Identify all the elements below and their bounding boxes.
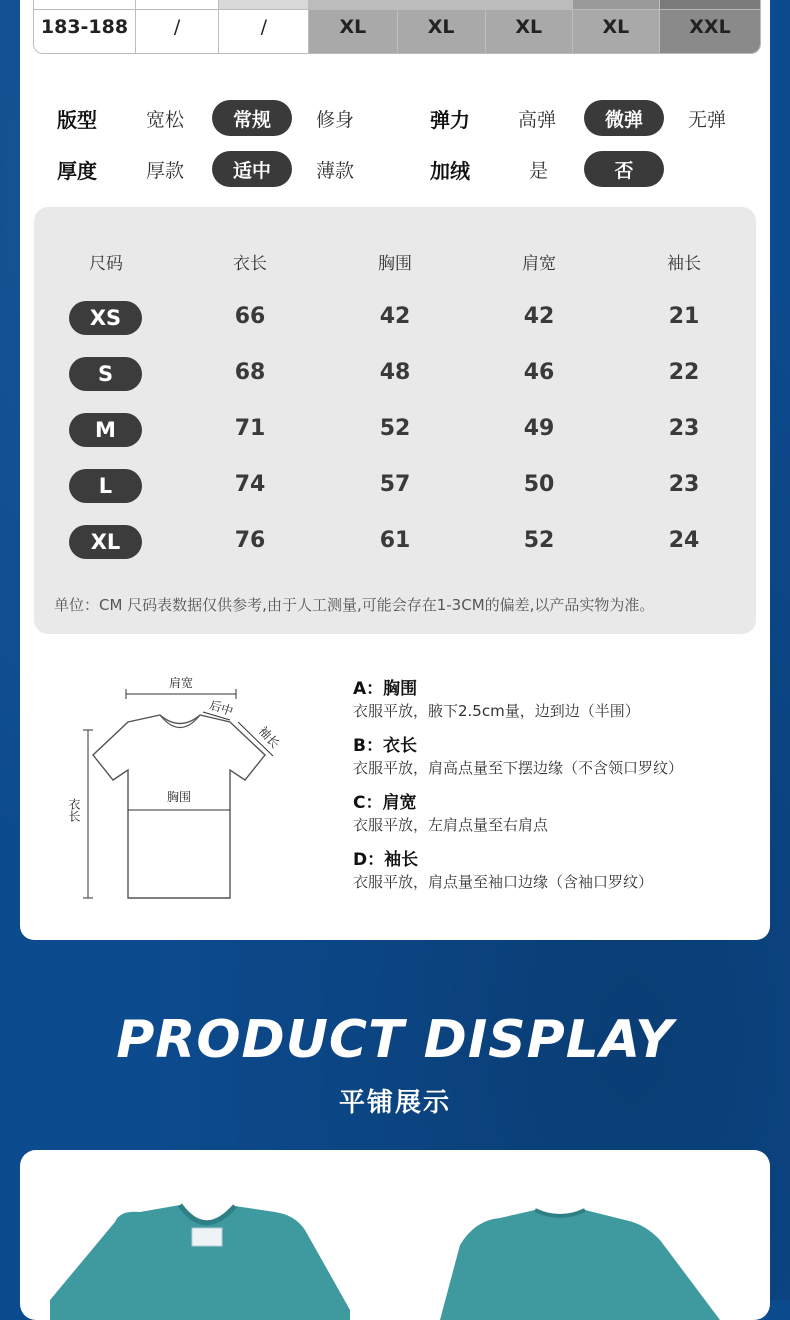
elastic-option-slight-selected: 微弹 [584,100,664,136]
diagram-shoulder-label: 肩宽 [168,676,194,690]
cell-text: / [260,15,267,38]
product-display-subtitle: 平铺展示 [338,1088,451,1118]
table-cell: 52 [379,416,411,441]
product-photo-card [20,1150,770,1320]
table-cell: 48 [379,360,411,385]
header-size: 尺码 [89,254,123,274]
fleece-option-no-selected: 否 [584,151,664,187]
size-badge-xl: XL [69,525,142,559]
thickness-option-thick: 厚款 [146,159,185,182]
thickness-option-medium-selected: 适中 [212,151,292,187]
strip-cell [398,0,486,53]
size-badge-s: S [69,357,142,391]
table-cell: 22 [668,360,700,385]
table-cell: 24 [668,528,700,553]
header-sleeve: 袖长 [667,254,701,274]
legend-sleeve-desc: 衣服平放，肩点量至袖口边缘（含袖口罗纹） [353,873,654,891]
cell-text: / [173,15,181,38]
table-cell: 23 [668,472,700,497]
fit-option-regular-selected: 常规 [212,100,292,136]
tshirt-photos [20,1150,770,1320]
thickness-label: 厚度 [57,158,97,183]
table-cell: 74 [234,472,266,497]
table-cell: 49 [523,416,555,441]
diagram-sleeve-label: 袖长 [255,723,283,751]
table-cell: 50 [523,472,555,497]
diagram-length-label: 衣长 [67,798,81,822]
size-table-note: 单位：CM 尺码表数据仅供参考,由于人工测量,可能会存在1-3CM的偏差,以产品实物为准。 [54,596,655,614]
cell-text: XL [427,15,455,38]
table-cell: 42 [379,304,411,329]
thickness-option-thin: 薄款 [316,159,355,182]
table-cell: 23 [668,416,700,441]
strip-cell [136,0,219,53]
legend-shoulder-desc: 衣服平放，左肩点量至右肩点 [353,816,549,834]
legend-shoulder-title: C：肩宽 [353,793,417,813]
legend-sleeve-title: D：袖长 [353,850,419,870]
table-cell: 57 [379,472,411,497]
strip-cell [486,0,573,53]
table-cell: 21 [668,304,700,329]
legend-length-desc: 衣服平放，肩高点量至下摆边缘（不含领口罗纹） [353,759,684,777]
product-display-title: PRODUCT DISPLAY [116,1010,674,1070]
tshirt-back-photo [440,1210,720,1320]
strip-cell [309,0,397,53]
cell-text: XL [515,15,543,38]
size-badge-xs: XS [69,301,142,335]
fit-label: 版型 [57,107,97,132]
size-badge-l: L [69,469,142,503]
elastic-option-none: 无弹 [688,108,727,131]
legend-length-title: B：衣长 [353,736,417,756]
table-cell: 68 [234,360,266,385]
cell-text: XXL [689,15,731,38]
elastic-option-high: 高弹 [518,108,557,131]
fleece-option-yes: 是 [529,159,549,182]
elastic-label: 弹力 [430,107,470,132]
size-table [34,207,756,634]
fit-option-loose: 宽松 [146,108,185,131]
table-cell: 66 [234,304,266,329]
header-shoulder: 肩宽 [522,254,556,274]
legend-chest-title: A：胸围 [353,679,418,699]
cell-text: XL [339,15,367,38]
diagram-back-neck-label: 后中 [207,697,235,719]
table-cell: 61 [379,528,411,553]
table-cell: 71 [234,416,266,441]
size-badge-m: M [69,413,142,447]
neck-label-tag [192,1228,222,1246]
table-cell: 46 [523,360,555,385]
height-range-cell [34,0,136,53]
table-cell: 52 [523,528,555,553]
header-length: 衣长 [233,254,267,274]
size-reference-strip [33,0,761,54]
fleece-label: 加绒 [430,158,470,183]
strip-cell [660,0,760,53]
strip-cell [219,0,309,53]
table-cell: 76 [234,528,266,553]
legend-chest-desc: 衣服平放，腋下2.5cm量，边到边（半围） [353,702,640,720]
fit-option-slim: 修身 [316,108,355,131]
diagram-chest-label: 胸围 [166,790,192,804]
cell-text: 183-188 [40,15,129,38]
cell-text: XL [602,15,630,38]
measurement-legend [353,678,753,906]
tshirt-measurement-diagram [60,670,310,910]
header-chest: 胸围 [378,254,412,274]
table-cell: 42 [523,304,555,329]
strip-cell [573,0,660,53]
